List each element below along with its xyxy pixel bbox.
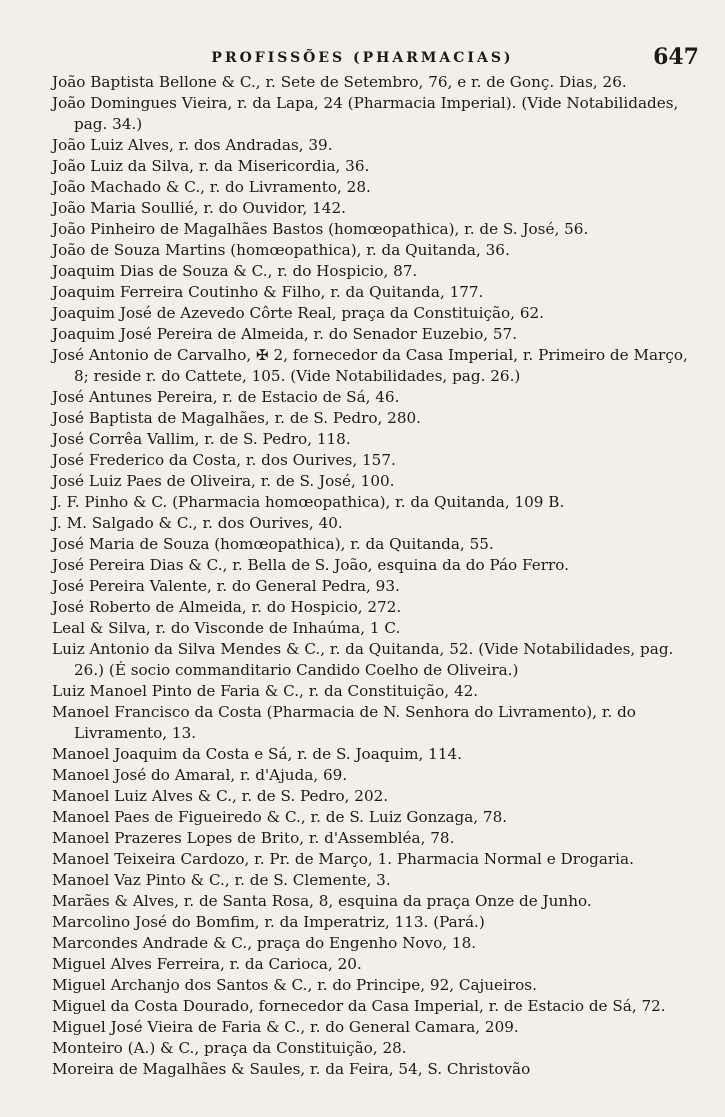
list-item: Manoel Teixeira Cardozo, r. Pr. de Março, 1. Pharmacia Normal e Drogaria.: [52, 850, 634, 868]
list-item: Joaquim Ferreira Coutinho & Filho, r. da Quitanda, 177.: [52, 283, 484, 301]
list-item: Manoel Francisco da Costa (Pharmacia de N. Senhora do Livramento), r. do Livramento, 13.: [52, 703, 636, 742]
list-item: Marcolino José do Bomfim, r. da Imperatriz, 113. (Pará.): [52, 913, 485, 931]
list-item: José Antonio de Carvalho, ✠ 2, fornecedor da Casa Imperial, r. Primeiro de Março, 8; reside r. do Cattete, 105. (Vide Notabilidades, pag. 26.): [52, 346, 688, 385]
list-item: José Roberto de Almeida, r. do Hospicio, 272.: [52, 598, 402, 616]
list-item: José Baptista de Magalhães, r. de S. Pedro, 280.: [52, 409, 421, 427]
list-item: José Pereira Valente, r. do General Pedra, 93.: [52, 577, 400, 595]
list-item: Luiz Manoel Pinto de Faria & C., r. da Constituição, 42.: [52, 682, 479, 700]
list-item: Manoel Joaquim da Costa e Sá, r. de S. Joaquim, 114.: [52, 745, 462, 763]
list-item: Manoel Luiz Alves & C., r. de S. Pedro, 202.: [52, 787, 389, 805]
list-item: José Antunes Pereira, r. de Estacio de Sá, 46.: [52, 388, 400, 406]
list-item: José Maria de Souza (homœopathica), r. da Quitanda, 55.: [52, 535, 494, 553]
list-item: Manoel José do Amaral, r. d'Ajuda, 69.: [52, 766, 348, 784]
list-item: Marcondes Andrade & C., praça do Engenho Novo, 18.: [52, 934, 477, 952]
list-item: J. F. Pinho & C. (Pharmacia homœopathica), r. da Quitanda, 109 B.: [52, 493, 565, 511]
list-item: João de Souza Martins (homœopathica), r. da Quitanda, 36.: [52, 241, 510, 259]
list-item: Monteiro (A.) & C., praça da Constituição, 28.: [52, 1039, 407, 1057]
list-item: Moreira de Magalhães & Saules, r. da Feira, 54, S. Christovão: [52, 1060, 531, 1078]
list-item: Marães & Alves, r. de Santa Rosa, 8, esquina da praça Onze de Junho.: [52, 892, 592, 910]
list-item: J. M. Salgado & C., r. dos Ourives, 40.: [52, 514, 343, 532]
running-title: PROFISSÕES (PHARMACIAS): [211, 50, 514, 66]
list-item: Manoel Vaz Pinto & C., r. de S. Clemente, 3.: [52, 871, 391, 889]
page-number: 647: [653, 44, 699, 70]
list-item: Luiz Antonio da Silva Mendes & C., r. da Quitanda, 52. (Vide Notabilidades, pag. 26.) (É socio commanditario Candido Coelho de Oliveira.): [52, 640, 674, 679]
list-item: João Pinheiro de Magalhães Bastos (homœopathica), r. de S. José, 56.: [52, 220, 589, 238]
list-item: João Machado & C., r. do Livramento, 28.: [52, 178, 371, 196]
list-item: Miguel Alves Ferreira, r. da Carioca, 20.: [52, 955, 362, 973]
list-item: Miguel Archanjo dos Santos & C., r. do Principe, 92, Cajueiros.: [52, 976, 537, 994]
list-item: Miguel José Vieira de Faria & C., r. do General Camara, 209.: [52, 1018, 519, 1036]
list-item: Miguel da Costa Dourado, fornecedor da Casa Imperial, r. de Estacio de Sá, 72.: [52, 997, 666, 1015]
list-item: Leal & Silva, r. do Visconde de Inhaúma, 1 C.: [52, 619, 401, 637]
list-item: Joaquim Dias de Souza & C., r. do Hospicio, 87.: [52, 262, 418, 280]
list-item: João Luiz da Silva, r. da Misericordia, 36.: [52, 157, 370, 175]
list-item: Joaquim José de Azevedo Côrte Real, praça da Constituição, 62.: [52, 304, 544, 322]
list-item: João Luiz Alves, r. dos Andradas, 39.: [52, 136, 333, 154]
list-item: José Luiz Paes de Oliveira, r. de S. José, 100.: [52, 472, 395, 490]
list-item: João Maria Soullié, r. do Ouvidor, 142.: [52, 199, 346, 217]
list-item: Manoel Prazeres Lopes de Brito, r. d'Assembléa, 78.: [52, 829, 455, 847]
list-item: José Frederico da Costa, r. dos Ourives, 157.: [52, 451, 396, 469]
page-header: [0, 44, 725, 72]
list-item: João Baptista Bellone & C., r. Sete de Setembro, 76, e r. de Gonç. Dias, 26.: [52, 73, 627, 91]
list-item: Manoel Paes de Figueiredo & C., r. de S. Luiz Gonzaga, 78.: [52, 808, 508, 826]
pharmacy-list: [52, 72, 707, 1080]
list-item: Joaquim José Pereira de Almeida, r. do Senador Euzebio, 57.: [52, 325, 518, 343]
list-item: José Pereira Dias & C., r. Bella de S. João, esquina da do Páo Ferro.: [52, 556, 569, 574]
list-item: João Domingues Vieira, r. da Lapa, 24 (Pharmacia Imperial). (Vide Notabilidades, pag. 34.): [52, 94, 679, 133]
list-item: José Corrêa Vallim, r. de S. Pedro, 118.: [52, 430, 351, 448]
